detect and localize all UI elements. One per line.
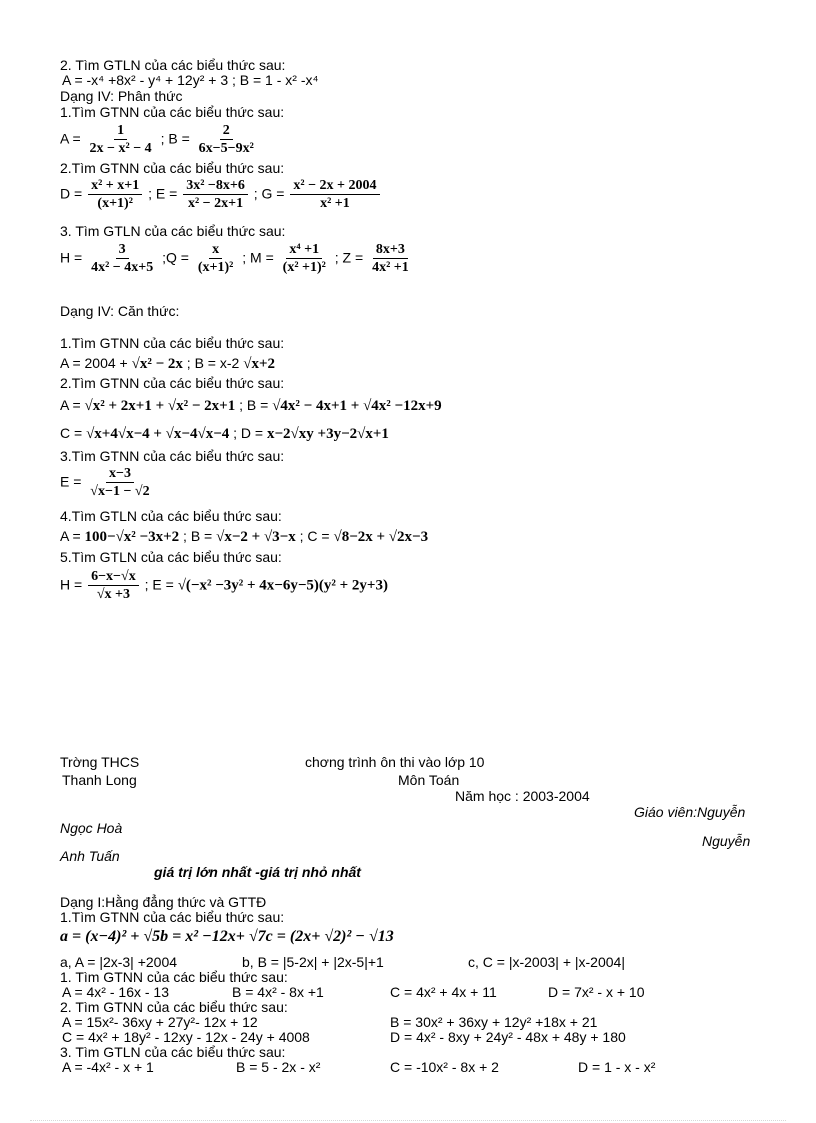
math-expr: √8−2x + √2x−3 (333, 529, 429, 545)
question-heading: 3. Tìm GTLN của các biểu thức sau: (60, 1044, 286, 1060)
question-heading: 1.Tìm GTNN của các biểu thức sau: (60, 335, 285, 351)
question-heading: 2.Tìm GTNN của các biểu thức sau: (60, 160, 285, 176)
label: C = (60, 425, 83, 441)
denominator: √x +3 (96, 587, 130, 602)
numerator: 6−x−√x (88, 568, 139, 586)
item-b: B = 5 - 2x - x² (236, 1059, 321, 1075)
item-c: C = 4x² + 4x + 11 (390, 984, 497, 1000)
item-a: A = 15x²- 36xy + 27y²- 12x + 12 (62, 1014, 258, 1030)
expr-line: A = -x⁴ +8x² - y⁴ + 12y² + 3 ; B = 1 - x² -x⁴ (62, 72, 319, 88)
expr-row (60, 356, 275, 372)
teacher-name-2: Nguyễn (702, 833, 751, 849)
question-heading: 5.Tìm GTLN của các biểu thức sau: (60, 549, 282, 565)
math-expr: √x+4√x−4 + √x−4√x−4 (86, 426, 230, 442)
numerator: x⁴ +1 (286, 241, 322, 259)
fraction-row-1 (60, 122, 259, 158)
item-c: C = 4x² + 18y² - 12xy - 12x - 24y + 4008 (62, 1029, 310, 1045)
teacher-label: Giáo viên:Nguyễn (634, 804, 746, 820)
numerator: 3x² −8x+6 (183, 177, 248, 195)
denominator: √x−1 − √2 (90, 484, 150, 499)
label: ; Z = (334, 249, 364, 266)
page-bottom-divider (30, 1120, 786, 1121)
math-expr: √(−x² −3y² + 4x−6y−5)(y² + 2y+3) (177, 577, 388, 594)
math-expr: √x−2 + √3−x (216, 529, 296, 545)
denominator: (x² +1)² (282, 260, 326, 275)
math-expr: √x+2 (243, 356, 275, 372)
item-d: D = 1 - x - x² (578, 1059, 656, 1075)
label: ; B = x-2 (186, 355, 240, 371)
question-heading: 4.Tìm GTLN của các biểu thức sau: (60, 508, 282, 524)
label: A = 2004 + (60, 355, 128, 371)
fraction-z (369, 241, 412, 277)
fraction-q (195, 241, 237, 277)
numerator: 8x+3 (373, 241, 408, 259)
label: ; B = (239, 397, 269, 413)
item-d: D = 7x² - x + 10 (548, 984, 645, 1000)
denominator: x² +1 (320, 196, 350, 211)
math-expr: 100−√x² −3x+2 (84, 529, 180, 545)
item-b: B = 4x² - 8x +1 (232, 984, 324, 1000)
school-year: Năm học : 2003-2004 (455, 788, 590, 804)
item-c: C = -10x² - 8x + 2 (390, 1059, 499, 1075)
label: E = (60, 473, 82, 490)
math-expr: x−2√xy +3y−2√x+1 (267, 426, 389, 442)
label: A = (60, 397, 81, 413)
item-b: b, B = |5-2x| + |2x-5|+1 (242, 954, 384, 970)
label: H = (60, 249, 83, 266)
fraction-e (183, 177, 248, 213)
label: ; D = (233, 425, 264, 441)
question-heading: 1.Tìm GTNN của các biểu thức sau: (60, 104, 285, 120)
section-heading: Dạng I:Hằng đẳng thức và GTTĐ (60, 894, 267, 910)
denominator: x² − 2x+1 (187, 196, 244, 211)
fraction-row-2 (60, 177, 382, 213)
fraction-h2 (88, 568, 139, 604)
item-d: D = 4x² - 8xy + 24y² - 48x + 48y + 180 (390, 1029, 626, 1045)
teacher-name-3: Anh Tuấn (60, 848, 120, 864)
label: ;Q = (162, 249, 189, 266)
label: ; B = (183, 528, 213, 544)
identity-expr: a = (x−4)² + √5b = x² −12x+ √7c = (2x+ √2)² − √13 (60, 928, 394, 945)
question-heading: 3. Tìm GTLN của các biểu thức sau: (60, 223, 286, 239)
denominator: 6x−5−9x² (198, 141, 254, 156)
document-title: giá trị lớn nhất -giá trị nhỏ nhất (154, 864, 361, 880)
fraction-row-4 (60, 465, 155, 501)
fraction-h (88, 241, 156, 277)
heading-tim-gtln: 2. Tìm GTLN của các biểu thức sau: (60, 57, 286, 73)
math-expr: √x² + 2x+1 + √x² − 2x+1 (84, 398, 236, 414)
numerator: x (209, 241, 222, 259)
section-heading: Dạng IV: Phân thức (60, 88, 183, 104)
fraction-g (290, 177, 379, 213)
label: ; M = (242, 249, 274, 266)
label: H = (60, 576, 83, 593)
numerator: 1 (114, 122, 127, 140)
numerator: 3 (116, 241, 129, 259)
fraction-d (88, 177, 142, 213)
label: ; G = (253, 185, 285, 202)
fraction-e2 (87, 465, 152, 501)
denominator: 4x² − 4x+5 (91, 260, 154, 275)
label: ; B = (160, 130, 190, 147)
fraction-row-5 (60, 568, 388, 604)
denominator: 4x² +1 (372, 260, 409, 275)
item-a: A = 4x² - 16x - 13 (62, 984, 169, 1000)
item-a: a, A = |2x-3| +2004 (60, 954, 178, 970)
question-heading: 1.Tìm GTNN của các biểu thức sau: (60, 909, 285, 925)
fraction-row-3 (60, 241, 414, 277)
question-heading: 2.Tìm GTNN của các biểu thức sau: (60, 375, 285, 391)
question-heading: 3.Tìm GTNN của các biểu thức sau: (60, 448, 285, 464)
label: ; C = (299, 528, 330, 544)
expr-row (60, 529, 428, 545)
label: D = (60, 185, 83, 202)
item-b: B = 30x² + 36xy + 12y² +18x + 21 (390, 1014, 598, 1030)
item-c: c, C = |x-2003| + |x-2004| (468, 954, 625, 970)
label: ; E = (144, 576, 174, 593)
label: ; E = (148, 185, 178, 202)
expr-row (60, 398, 442, 414)
item-a: A = -4x² - x + 1 (62, 1059, 154, 1075)
teacher-name: Ngọc Hoà (60, 820, 123, 836)
denominator: (x+1)² (197, 260, 234, 275)
expr-row (60, 426, 389, 442)
fraction-a (87, 122, 155, 158)
label: A = (60, 130, 81, 147)
section-heading: Dạng IV: Căn thức: (60, 303, 180, 319)
school-location: Thanh Long (62, 772, 137, 788)
numerator: x² + x+1 (88, 177, 142, 195)
numerator: x² − 2x + 2004 (290, 177, 379, 195)
fraction-m (280, 241, 329, 277)
numerator: 2 (220, 122, 233, 140)
denominator: 2x − x² − 4 (89, 141, 152, 156)
fraction-b (196, 122, 257, 158)
subject: Môn Toán (398, 772, 460, 788)
numerator: x−3 (106, 465, 134, 483)
math-expr: √x² − 2x (131, 356, 183, 372)
label: A = (60, 528, 81, 544)
program-title: chơng trình ôn thi vào lớp 10 (305, 754, 485, 770)
question-heading: 2. Tìm GTNN của các biểu thức sau: (60, 999, 288, 1015)
denominator: (x+1)² (97, 196, 133, 211)
question-heading: 1. Tìm GTNN của các biểu thức sau: (60, 969, 288, 985)
math-expr: √4x² − 4x+1 + √4x² −12x+9 (272, 398, 442, 414)
school-name: Trờng THCS (60, 754, 140, 770)
